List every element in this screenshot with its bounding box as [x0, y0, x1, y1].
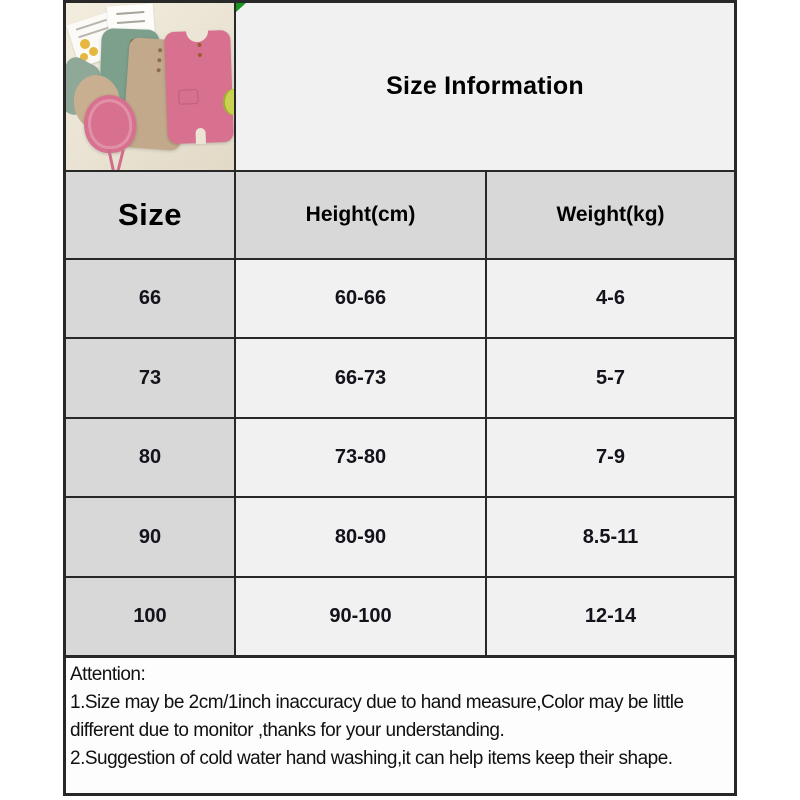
photo-romper-pink-leg-split	[195, 128, 206, 144]
weight-value: 4-6	[487, 260, 734, 337]
weight-value: 7-9	[487, 419, 734, 496]
height-value: 66-73	[236, 339, 487, 417]
green-corner-flag-icon	[236, 3, 246, 12]
size-value: 73	[66, 339, 236, 417]
size-value: 90	[66, 498, 236, 576]
column-header-weight: Weight(kg)	[487, 172, 734, 258]
attention-line: different due to monitor ,thanks for your understanding.	[70, 720, 505, 741]
height-value: 80-90	[236, 498, 487, 576]
height-value: 60-66	[236, 260, 487, 337]
table-row-80	[66, 417, 734, 496]
height-value: 73-80	[236, 419, 487, 496]
table-row-66	[66, 258, 734, 337]
weight-value: 8.5-11	[487, 498, 734, 576]
height-value: 90-100	[236, 578, 487, 655]
top-section	[66, 3, 734, 170]
table-row-73	[66, 337, 734, 417]
photo-lime-accent	[223, 89, 236, 115]
photo-yellow-flower	[80, 39, 90, 49]
photo-romper-pink-pocket	[178, 89, 199, 105]
photo-bonnet-ruffle	[86, 97, 135, 151]
column-header-height: Height(cm)	[236, 172, 487, 258]
attention-heading: Attention:	[70, 664, 146, 685]
size-value: 66	[66, 260, 236, 337]
table-header-row	[66, 170, 734, 258]
table-row-100	[66, 576, 734, 655]
product-photo	[66, 3, 236, 170]
attention-note	[66, 655, 734, 793]
size-value: 100	[66, 578, 236, 655]
size-chart-sheet	[63, 0, 737, 796]
size-value: 80	[66, 419, 236, 496]
title-cell	[236, 3, 734, 170]
attention-line: 2.Suggestion of cold water hand washing,it can help items keep their shape.	[70, 748, 673, 769]
weight-value: 5-7	[487, 339, 734, 417]
photo-romper-pink-neckline	[186, 30, 208, 43]
table-row-90	[66, 496, 734, 576]
page-title: Size Information	[386, 72, 584, 100]
weight-value: 12-14	[487, 578, 734, 655]
photo-yellow-flower	[89, 47, 98, 56]
column-header-size: Size	[66, 172, 236, 258]
photo-romper-pink	[164, 30, 234, 144]
attention-line: 1.Size may be 2cm/1inch inaccuracy due to hand measure,Color may be little	[70, 692, 684, 713]
